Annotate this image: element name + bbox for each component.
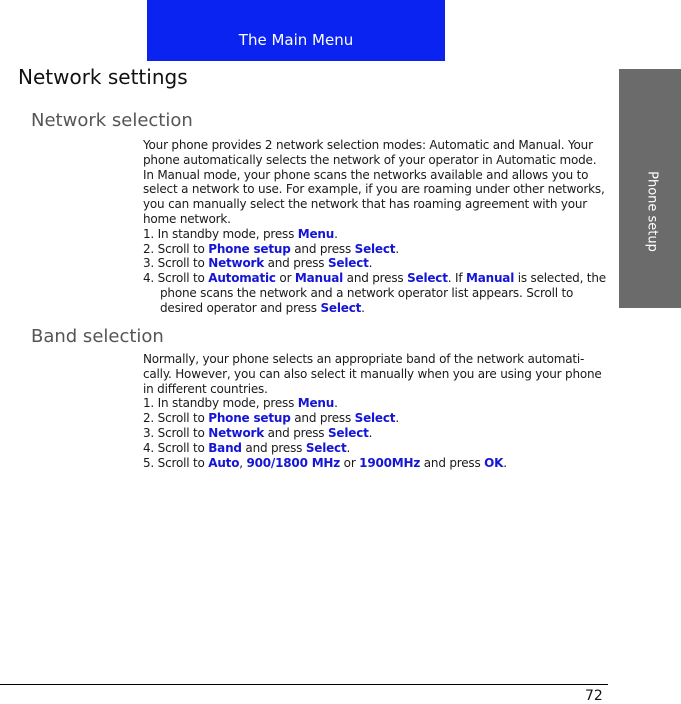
band-step-4: 4. Scroll to Band and press Select.: [143, 440, 351, 455]
network-step-2: 2. Scroll to Phone setup and press Select.: [143, 241, 399, 256]
page-number: 72: [585, 688, 603, 704]
band-step-1: 1. In standby mode, press Menu.: [143, 396, 338, 411]
header-tab: [147, 0, 445, 61]
footer-rule: [0, 684, 608, 685]
network-selection-body: [143, 138, 608, 316]
page-title: Network settings: [18, 65, 188, 89]
band-step-2: 2. Scroll to Phone setup and press Select.: [143, 411, 399, 426]
band-selection-heading: Band selection: [31, 326, 164, 347]
band-step-3: 3. Scroll to Network and press Select.: [143, 425, 373, 440]
network-selection-heading: Network selection: [31, 110, 193, 131]
network-selection-intro: Your phone provides 2 network selection modes: Automatic and Manual. Your phone automatically selects the network of your operator in Automatic mode. In Manual mode, your phone scans the networks available and allows you to select a network to use. For example, if you are roaming under other networks, you can manually select the network that has roaming agreement with your home network.: [143, 138, 605, 226]
side-tab: [619, 69, 681, 308]
band-selection-intro: Normally, your phone selects an appropriate band of the network automati-cally. However, you can also select it manually when you are using your phone in different countries.: [143, 352, 602, 396]
network-step-4: 4. Scroll to Automatic or Manual and press Select. If Manual is selected, the phone scans the network and a network operator list appears. Scroll to desired operator and press Select.: [143, 271, 606, 315]
network-step-3: 3. Scroll to Network and press Select.: [143, 256, 373, 271]
band-selection-body: [143, 352, 608, 470]
band-step-5: 5. Scroll to Auto, 900/1800 MHz or 1900MHz and press OK.: [143, 455, 507, 470]
side-tab-label: Phone setup: [644, 171, 660, 252]
header-title: The Main Menu: [238, 30, 354, 49]
network-step-1: 1. In standby mode, press Menu.: [143, 226, 338, 241]
